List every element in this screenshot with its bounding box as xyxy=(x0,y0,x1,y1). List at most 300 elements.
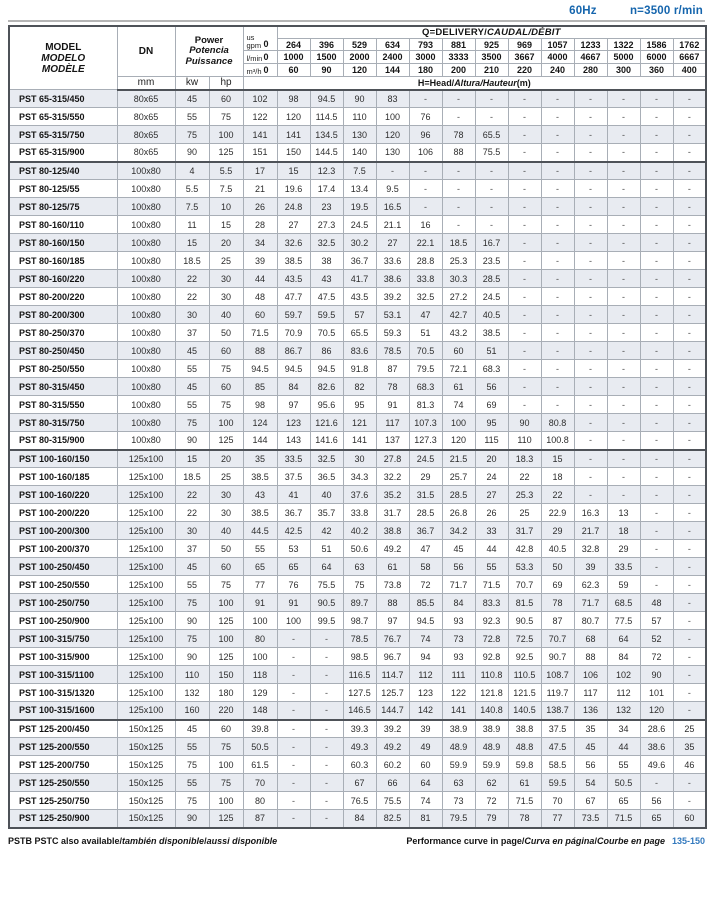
dn-cell: 150x125 xyxy=(117,774,175,792)
model-cell: PST 80-200/220 xyxy=(9,288,117,306)
model-cell: PST 100-160/185 xyxy=(9,468,117,486)
head-value-cell: 39 xyxy=(574,558,607,576)
text-segment: H=Head/ xyxy=(417,77,455,88)
kw-cell: 75 xyxy=(175,414,209,432)
unit-label-line: m³/h xyxy=(246,66,262,76)
head-value-cell: 40.5 xyxy=(475,306,508,324)
head-value-cell: 40.5 xyxy=(541,540,574,558)
head-value-cell: 64 xyxy=(409,774,442,792)
head-value-cell: 9.5 xyxy=(376,180,409,198)
head-value-cell: - xyxy=(508,306,541,324)
head-value-cell: - xyxy=(475,90,508,108)
head-value-cell: - xyxy=(442,198,475,216)
hp-cell: 75 xyxy=(209,738,243,756)
unit-label-line: gpm xyxy=(246,40,262,50)
head-value-cell: 94.5 xyxy=(310,90,343,108)
dn-column-header: DN xyxy=(117,26,175,77)
head-value-cell: 73.5 xyxy=(574,810,607,828)
head-value-cell: 79 xyxy=(475,810,508,828)
table-row xyxy=(9,612,706,630)
head-value-cell: 122 xyxy=(442,684,475,702)
head-value-cell: 49.2 xyxy=(376,738,409,756)
hp-cell: 7.5 xyxy=(209,180,243,198)
head-value-cell: 50.5 xyxy=(243,738,277,756)
model-cell: PST 100-200/370 xyxy=(9,540,117,558)
head-value-cell: - xyxy=(541,306,574,324)
head-value-cell: - xyxy=(673,648,706,666)
head-value-cell: - xyxy=(541,396,574,414)
hp-cell: 10 xyxy=(209,198,243,216)
head-value-cell: 121 xyxy=(343,414,376,432)
dn-cell: 125x100 xyxy=(117,504,175,522)
head-value-cell: 120 xyxy=(376,126,409,144)
head-value-cell: 59.9 xyxy=(442,756,475,774)
head-value-cell: 102 xyxy=(607,666,640,684)
text-segment: Altura/Hauteur xyxy=(454,77,517,88)
head-value-cell: - xyxy=(277,738,310,756)
head-value-cell: - xyxy=(508,396,541,414)
text-segment: / xyxy=(594,835,597,846)
head-value-cell: 89.7 xyxy=(343,594,376,612)
head-value-cell: 68 xyxy=(574,630,607,648)
head-value-cell: 110 xyxy=(508,432,541,450)
dn-cell: 100x80 xyxy=(117,360,175,378)
head-value-cell: - xyxy=(607,378,640,396)
hp-cell: 125 xyxy=(209,810,243,828)
head-value-cell: 24.8 xyxy=(277,198,310,216)
head-value-cell: 44 xyxy=(243,270,277,288)
head-value-cell: 18.3 xyxy=(508,450,541,468)
kw-cell: 55 xyxy=(175,360,209,378)
head-value-cell: - xyxy=(640,468,673,486)
head-value-cell: 59.3 xyxy=(376,324,409,342)
head-value-cell: - xyxy=(541,270,574,288)
head-value-cell: 72.5 xyxy=(508,630,541,648)
head-value-cell: - xyxy=(442,108,475,126)
head-value-cell: - xyxy=(673,612,706,630)
table-row xyxy=(9,306,706,324)
dn-cell: 150x125 xyxy=(117,756,175,774)
head-value-cell: 18 xyxy=(607,522,640,540)
table-row xyxy=(9,180,706,198)
head-value-cell: 16.7 xyxy=(475,234,508,252)
head-value-cell: 87 xyxy=(541,612,574,630)
text-segment: / xyxy=(204,835,207,846)
head-value-cell: - xyxy=(574,126,607,144)
head-value-cell: 67 xyxy=(343,774,376,792)
head-value-cell: - xyxy=(310,810,343,828)
head-value-cell: - xyxy=(574,450,607,468)
head-value-cell: 76.7 xyxy=(376,630,409,648)
hp-cell: 40 xyxy=(209,522,243,540)
head-value-cell: - xyxy=(409,162,442,180)
dn-cell: 100x80 xyxy=(117,216,175,234)
dn-cell: 125x100 xyxy=(117,450,175,468)
head-value-cell: 97 xyxy=(277,396,310,414)
head-value-cell: - xyxy=(508,378,541,396)
head-value-cell: - xyxy=(640,144,673,162)
head-value-cell: - xyxy=(640,288,673,306)
table-row xyxy=(9,666,706,684)
head-value-cell: 38.8 xyxy=(508,720,541,738)
head-value-cell: 27.3 xyxy=(310,216,343,234)
model-cell: PST 100-250/450 xyxy=(9,558,117,576)
head-value-cell: 70 xyxy=(243,774,277,792)
head-value-cell: - xyxy=(574,216,607,234)
head-value-cell: - xyxy=(640,180,673,198)
head-value-cell: 47 xyxy=(409,540,442,558)
dn-cell: 100x80 xyxy=(117,288,175,306)
model-cell: PST 125-200/450 xyxy=(9,720,117,738)
text-segment: Q=DELIVERY/ xyxy=(422,27,487,38)
head-value-cell: 119.7 xyxy=(541,684,574,702)
head-value-cell: 44 xyxy=(475,540,508,558)
header-line: Potencia xyxy=(189,45,229,57)
dn-cell: 125x100 xyxy=(117,594,175,612)
table-row xyxy=(9,90,706,108)
head-value-cell: - xyxy=(673,684,706,702)
head-value-cell: 92.5 xyxy=(508,648,541,666)
dn-cell: 100x80 xyxy=(117,324,175,342)
head-value-cell: - xyxy=(673,432,706,450)
kw-cell: 45 xyxy=(175,90,209,108)
head-value-cell: - xyxy=(508,288,541,306)
head-value-cell: 50.5 xyxy=(607,774,640,792)
head-value-cell: 28.8 xyxy=(409,252,442,270)
head-value-cell: 76 xyxy=(277,576,310,594)
table-row xyxy=(9,396,706,414)
head-value-cell: 141 xyxy=(442,702,475,720)
table-row xyxy=(9,648,706,666)
head-value-cell: 69 xyxy=(541,576,574,594)
head-value-cell: - xyxy=(574,396,607,414)
head-value-cell: 31.7 xyxy=(376,504,409,522)
kw-cell: 7.5 xyxy=(175,198,209,216)
head-value-cell: - xyxy=(409,198,442,216)
head-value-cell: 44 xyxy=(607,738,640,756)
hp-cell: 30 xyxy=(209,486,243,504)
head-value-cell: 60 xyxy=(673,810,706,828)
head-value-cell: 27.2 xyxy=(442,288,475,306)
head-value-cell: - xyxy=(277,684,310,702)
head-value-cell: 98.7 xyxy=(343,612,376,630)
table-row xyxy=(9,486,706,504)
head-value-cell: 42 xyxy=(310,522,343,540)
head-value-cell: 26 xyxy=(475,504,508,522)
kw-cell: 55 xyxy=(175,396,209,414)
model-cell: PST 100-200/220 xyxy=(9,504,117,522)
dn-cell: 100x80 xyxy=(117,414,175,432)
head-value-cell: 71.7 xyxy=(574,594,607,612)
head-value-cell: - xyxy=(541,234,574,252)
kw-cell: 15 xyxy=(175,450,209,468)
head-value-cell: 82 xyxy=(343,378,376,396)
head-value-cell: 50 xyxy=(541,558,574,576)
head-value-cell: 88 xyxy=(243,342,277,360)
head-value-cell: - xyxy=(541,162,574,180)
head-value-cell: 148 xyxy=(243,702,277,720)
text-segment: también disponible xyxy=(122,835,205,846)
kw-cell: 15 xyxy=(175,234,209,252)
head-value-cell: 24.5 xyxy=(475,288,508,306)
head-value-cell: 49.3 xyxy=(343,738,376,756)
unit-label xyxy=(247,34,262,49)
head-value-cell: - xyxy=(310,792,343,810)
table-row xyxy=(9,756,706,774)
head-value-cell: 129 xyxy=(243,684,277,702)
kw-cell: 22 xyxy=(175,486,209,504)
head-value-cell: 18.5 xyxy=(442,234,475,252)
head-value-cell: - xyxy=(574,234,607,252)
kw-cell: 18.5 xyxy=(175,252,209,270)
head-value-cell: 77.5 xyxy=(607,612,640,630)
table-row xyxy=(9,162,706,180)
head-value-cell: 46 xyxy=(673,756,706,774)
head-value-cell: 33.6 xyxy=(376,252,409,270)
head-value-cell: - xyxy=(673,666,706,684)
head-value-cell: 117 xyxy=(574,684,607,702)
head-value-cell: 78 xyxy=(442,126,475,144)
head-value-cell: 74 xyxy=(409,630,442,648)
kw-cell: 22 xyxy=(175,270,209,288)
head-value-cell: 67 xyxy=(574,792,607,810)
dn-cell: 80x65 xyxy=(117,144,175,162)
header-line: Power xyxy=(194,34,224,46)
head-value-cell: 28.5 xyxy=(475,270,508,288)
head-value-cell: 71.5 xyxy=(243,324,277,342)
head-value-cell: - xyxy=(673,468,706,486)
kw-cell: 90 xyxy=(175,810,209,828)
head-value-cell: 48.9 xyxy=(475,738,508,756)
head-value-cell: 51 xyxy=(475,342,508,360)
model-cell: PST 125-200/750 xyxy=(9,756,117,774)
flow-lmin-value: 1000 xyxy=(277,51,310,64)
head-value-cell: - xyxy=(640,198,673,216)
hp-cell: 100 xyxy=(209,792,243,810)
head-value-cell: 32.5 xyxy=(310,450,343,468)
head-value-cell: 136 xyxy=(574,702,607,720)
model-cell: PST 80-160/220 xyxy=(9,270,117,288)
hp-cell: 100 xyxy=(209,630,243,648)
head-value-cell: 125.7 xyxy=(376,684,409,702)
text-segment: CAUDAL/DÉBIT xyxy=(486,27,561,38)
head-value-cell: 137 xyxy=(376,432,409,450)
dn-cell: 100x80 xyxy=(117,396,175,414)
head-value-cell: - xyxy=(310,756,343,774)
head-value-cell: - xyxy=(640,504,673,522)
head-value-cell: - xyxy=(640,522,673,540)
head-value-cell: - xyxy=(673,252,706,270)
head-value-cell: 56 xyxy=(574,756,607,774)
head-value-cell: 141.6 xyxy=(310,432,343,450)
head-value-cell: - xyxy=(640,576,673,594)
head-value-cell: - xyxy=(673,180,706,198)
head-value-cell: 120 xyxy=(640,702,673,720)
kw-cell: 55 xyxy=(175,738,209,756)
dn-cell: 100x80 xyxy=(117,198,175,216)
head-value-cell: 100 xyxy=(376,108,409,126)
head-value-cell: - xyxy=(607,288,640,306)
head-value-cell: - xyxy=(277,792,310,810)
head-value-cell: 23.5 xyxy=(475,252,508,270)
model-cell: PST 80-250/550 xyxy=(9,360,117,378)
head-value-cell: 92.8 xyxy=(475,648,508,666)
head-value-cell: 110 xyxy=(343,108,376,126)
head-value-cell: - xyxy=(508,216,541,234)
flow-m3h-value: 120 xyxy=(343,64,376,77)
head-value-cell: 66 xyxy=(376,774,409,792)
head-value-cell: - xyxy=(310,666,343,684)
head-value-cell: 150 xyxy=(277,144,310,162)
dn-cell: 100x80 xyxy=(117,162,175,180)
head-value-cell: 92.3 xyxy=(475,612,508,630)
head-value-cell: 90.5 xyxy=(310,594,343,612)
head-value-cell: 35 xyxy=(673,738,706,756)
head-value-cell: 93 xyxy=(442,612,475,630)
head-value-cell: 47.7 xyxy=(277,288,310,306)
head-value-cell: - xyxy=(640,252,673,270)
head-value-cell: 134.5 xyxy=(310,126,343,144)
head-value-cell: 90.7 xyxy=(541,648,574,666)
head-value-cell: 95 xyxy=(343,396,376,414)
head-value-cell: 47.5 xyxy=(541,738,574,756)
head-value-cell: 53.1 xyxy=(376,306,409,324)
head-value-cell: 110.5 xyxy=(508,666,541,684)
head-value-cell: 120 xyxy=(277,108,310,126)
kw-cell: 37 xyxy=(175,540,209,558)
head-value-cell: 146.5 xyxy=(343,702,376,720)
head-value-cell: 25.3 xyxy=(508,486,541,504)
dn-cell: 80x65 xyxy=(117,108,175,126)
head-value-cell: 65.5 xyxy=(475,126,508,144)
head-value-cell: 91 xyxy=(243,594,277,612)
head-value-cell: - xyxy=(475,162,508,180)
hp-cell: 40 xyxy=(209,306,243,324)
kw-cell: 75 xyxy=(175,126,209,144)
head-value-cell: 76 xyxy=(409,108,442,126)
head-value-cell: 13 xyxy=(607,504,640,522)
zero-flow-value: 0 xyxy=(263,39,269,49)
model-cell: PST 80-160/150 xyxy=(9,234,117,252)
flow-m3h-value: 144 xyxy=(376,64,409,77)
head-value-cell: - xyxy=(574,198,607,216)
head-value-cell: - xyxy=(673,144,706,162)
head-value-cell: 45 xyxy=(574,738,607,756)
unit-wrap xyxy=(244,27,277,50)
kw-cell: 45 xyxy=(175,342,209,360)
table-row xyxy=(9,414,706,432)
head-value-cell: 77 xyxy=(243,576,277,594)
kw-cell: 90 xyxy=(175,432,209,450)
head-value-cell: 98 xyxy=(243,396,277,414)
zero-flow-value: 0 xyxy=(263,52,269,62)
head-value-cell: 54 xyxy=(574,774,607,792)
model-cell: PST 125-250/550 xyxy=(9,774,117,792)
head-value-cell: 70 xyxy=(541,792,574,810)
flow-gpm-value: 634 xyxy=(376,39,409,51)
head-value-cell: 33.8 xyxy=(343,504,376,522)
kw-cell: 75 xyxy=(175,630,209,648)
dn-unit-header: mm xyxy=(117,77,175,90)
head-value-cell: 80 xyxy=(243,792,277,810)
hp-cell: 75 xyxy=(209,396,243,414)
model-cell: PST 80-160/110 xyxy=(9,216,117,234)
head-value-cell: - xyxy=(574,144,607,162)
head-value-cell: 81.3 xyxy=(409,396,442,414)
head-value-cell: 71.5 xyxy=(607,810,640,828)
dn-cell: 100x80 xyxy=(117,252,175,270)
head-value-cell: 69 xyxy=(475,396,508,414)
flow-gpm-value: 1322 xyxy=(607,39,640,51)
hp-cell: 25 xyxy=(209,252,243,270)
dn-cell: 125x100 xyxy=(117,612,175,630)
head-value-cell: 99.5 xyxy=(310,612,343,630)
head-value-cell: 91.8 xyxy=(343,360,376,378)
head-value-cell: 38.5 xyxy=(277,252,310,270)
head-value-cell: - xyxy=(640,486,673,504)
head-value-cell: 78 xyxy=(541,594,574,612)
table-row xyxy=(9,198,706,216)
head-value-cell: - xyxy=(673,378,706,396)
head-value-cell: - xyxy=(673,270,706,288)
table-row xyxy=(9,234,706,252)
unit-label-line: l/min xyxy=(246,53,263,63)
head-value-cell: - xyxy=(475,180,508,198)
head-value-cell: 82.6 xyxy=(310,378,343,396)
head-value-cell: 90.5 xyxy=(508,612,541,630)
head-value-cell: - xyxy=(574,486,607,504)
dn-cell: 125x100 xyxy=(117,666,175,684)
head-value-cell: 112 xyxy=(409,666,442,684)
head-value-cell: - xyxy=(640,558,673,576)
head-value-cell: 63 xyxy=(442,774,475,792)
head-value-cell: 85 xyxy=(243,378,277,396)
head-value-cell: 71.7 xyxy=(442,576,475,594)
head-value-cell: - xyxy=(442,180,475,198)
head-value-cell: 39 xyxy=(409,720,442,738)
table-row xyxy=(9,144,706,162)
head-value-cell: 36.7 xyxy=(409,522,442,540)
head-value-cell: 88 xyxy=(442,144,475,162)
kw-cell: 90 xyxy=(175,144,209,162)
head-value-cell: 65 xyxy=(243,558,277,576)
head-value-cell: 31.7 xyxy=(508,522,541,540)
kw-cell: 132 xyxy=(175,684,209,702)
head-value-cell: 70.7 xyxy=(508,576,541,594)
head-value-cell: 73.8 xyxy=(376,576,409,594)
head-value-cell: 38.9 xyxy=(442,720,475,738)
head-value-cell: - xyxy=(541,252,574,270)
head-value-cell: 24 xyxy=(475,468,508,486)
head-value-cell: 78 xyxy=(508,810,541,828)
head-value-cell: 130 xyxy=(376,144,409,162)
head-value-cell: 29 xyxy=(409,468,442,486)
head-value-cell: 72.1 xyxy=(442,360,475,378)
head-value-cell: - xyxy=(673,324,706,342)
head-value-cell: - xyxy=(640,432,673,450)
head-value-cell: - xyxy=(310,720,343,738)
head-value-cell: 34 xyxy=(607,720,640,738)
head-value-cell: 25 xyxy=(508,504,541,522)
head-value-cell: 19.6 xyxy=(277,180,310,198)
head-value-cell: 132 xyxy=(607,702,640,720)
head-value-cell: - xyxy=(673,504,706,522)
head-value-cell: - xyxy=(574,252,607,270)
head-value-cell: 114.7 xyxy=(376,666,409,684)
head-value-cell: 16.5 xyxy=(376,198,409,216)
model-cell: PST 80-250/450 xyxy=(9,342,117,360)
flow-gpm-value: 264 xyxy=(277,39,310,51)
